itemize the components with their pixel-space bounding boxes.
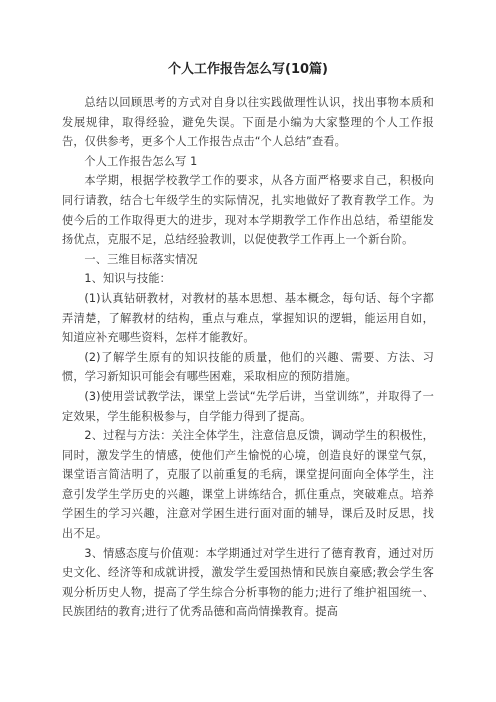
document-title: 个人工作报告怎么写(10篇) <box>168 62 328 77</box>
body-paragraph: 2、过程与方法：关注全体学生，注意信息反馈，调动学生的积极性，同时，激发学生的情感，使他们产生愉悦的心境，创造良好的课堂气氛，课堂语言简洁明了，克服了以前重复的毛病，课堂提问面向全体学生，注意引发学生学历史的兴趣，课堂上讲练结合，抓住重点，突破难点。培养学困生的学习兴趣，注意对学困生进行面对面的辅导，课后及时反思，找出不足。 <box>62 429 434 541</box>
subsection-heading: 一、三维目标落实情况 <box>84 252 198 266</box>
body-paragraph: 3、情感态度与价值观：本学期通过对学生进行了德育教育，通过对历史文化、经济等和成就讲授，激发学生爱国热情和民族自豪感;教会学生客观分析历史人物，提高了学生综合分析事物的能力;进行了维护祖国统一、民族团结的教育;进行了优秀品德和高尚情操教育。提高 <box>62 546 434 619</box>
body-paragraph: (3)使用尝试教学法，课堂上尝试“先学后讲，当堂训练”，并取得了一定效果，学生能积极参与，自学能力得到了提高。 <box>62 389 434 423</box>
body-paragraph: (2)了解学生原有的知识技能的质量，他们的兴趣、需要、方法、习惯，学习新知识可能会有哪些困难，采取相应的预防措施。 <box>62 350 434 384</box>
subsection-heading: 1、知识与技能： <box>84 272 172 286</box>
intro-paragraph: 总结以回顾思考的方式对自身以往实践做理性认识，找出事物本质和发展规律，取得经验，避免失误。下面是小编为大家整理的个人工作报告，仅供参考，更多个人工作报告点击“个人总结”查看。 <box>62 96 434 149</box>
section-heading: 个人工作报告怎么写 1 <box>84 154 198 168</box>
body-paragraph: 本学期，根据学校教学工作的要求，从各方面严格要求自己，积极向同行请教，结合七年级学生的实际情况，扎实地做好了教育教学工作。为使今后的工作取得更大的进步，现对本学期教学工作作出总结，希望能发扬优点，克服不足，总结经验教训，以促使教学工作再上一个新台阶。 <box>62 174 434 247</box>
body-paragraph: (1)认真钻研教材，对教材的基本思想、基本概念，每句话、每个字都弄清楚，了解教材的结构，重点与难点，掌握知识的逻辑，能运用自如，知道应补充哪些资料，怎样才能教好。 <box>62 291 434 345</box>
